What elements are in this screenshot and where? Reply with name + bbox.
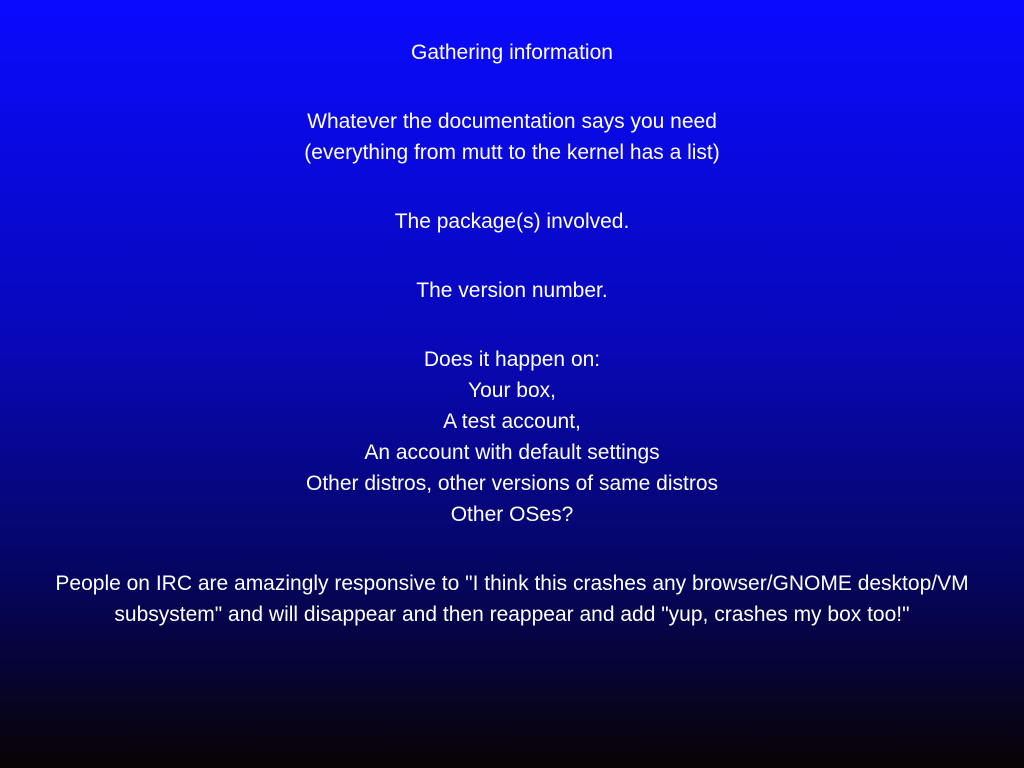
- happen-item: A test account,: [443, 410, 581, 433]
- version-line: The version number.: [416, 279, 608, 302]
- happen-item: Other OSes?: [450, 503, 574, 526]
- irc-line-1: People on IRC are amazingly responsive to "I think this crashes any browser/GNOME desktop/VM: [55, 572, 969, 595]
- documentation-line-1: Whatever the documentation says you need: [307, 110, 717, 133]
- happen-item: An account with default settings: [364, 441, 660, 464]
- happen-heading: Does it happen on:: [423, 348, 601, 371]
- packages-line: The package(s) involved.: [394, 210, 630, 233]
- happen-item: Your box,: [468, 379, 556, 402]
- documentation-line-2: (everything from mutt to the kernel has a list): [304, 141, 720, 164]
- irc-line-2: subsystem" and will disappear and then reappear and add "yup, crashes my box too!": [114, 603, 910, 626]
- slide-title: Gathering information: [411, 41, 613, 64]
- happen-item: Other distros, other versions of same distros: [306, 472, 718, 495]
